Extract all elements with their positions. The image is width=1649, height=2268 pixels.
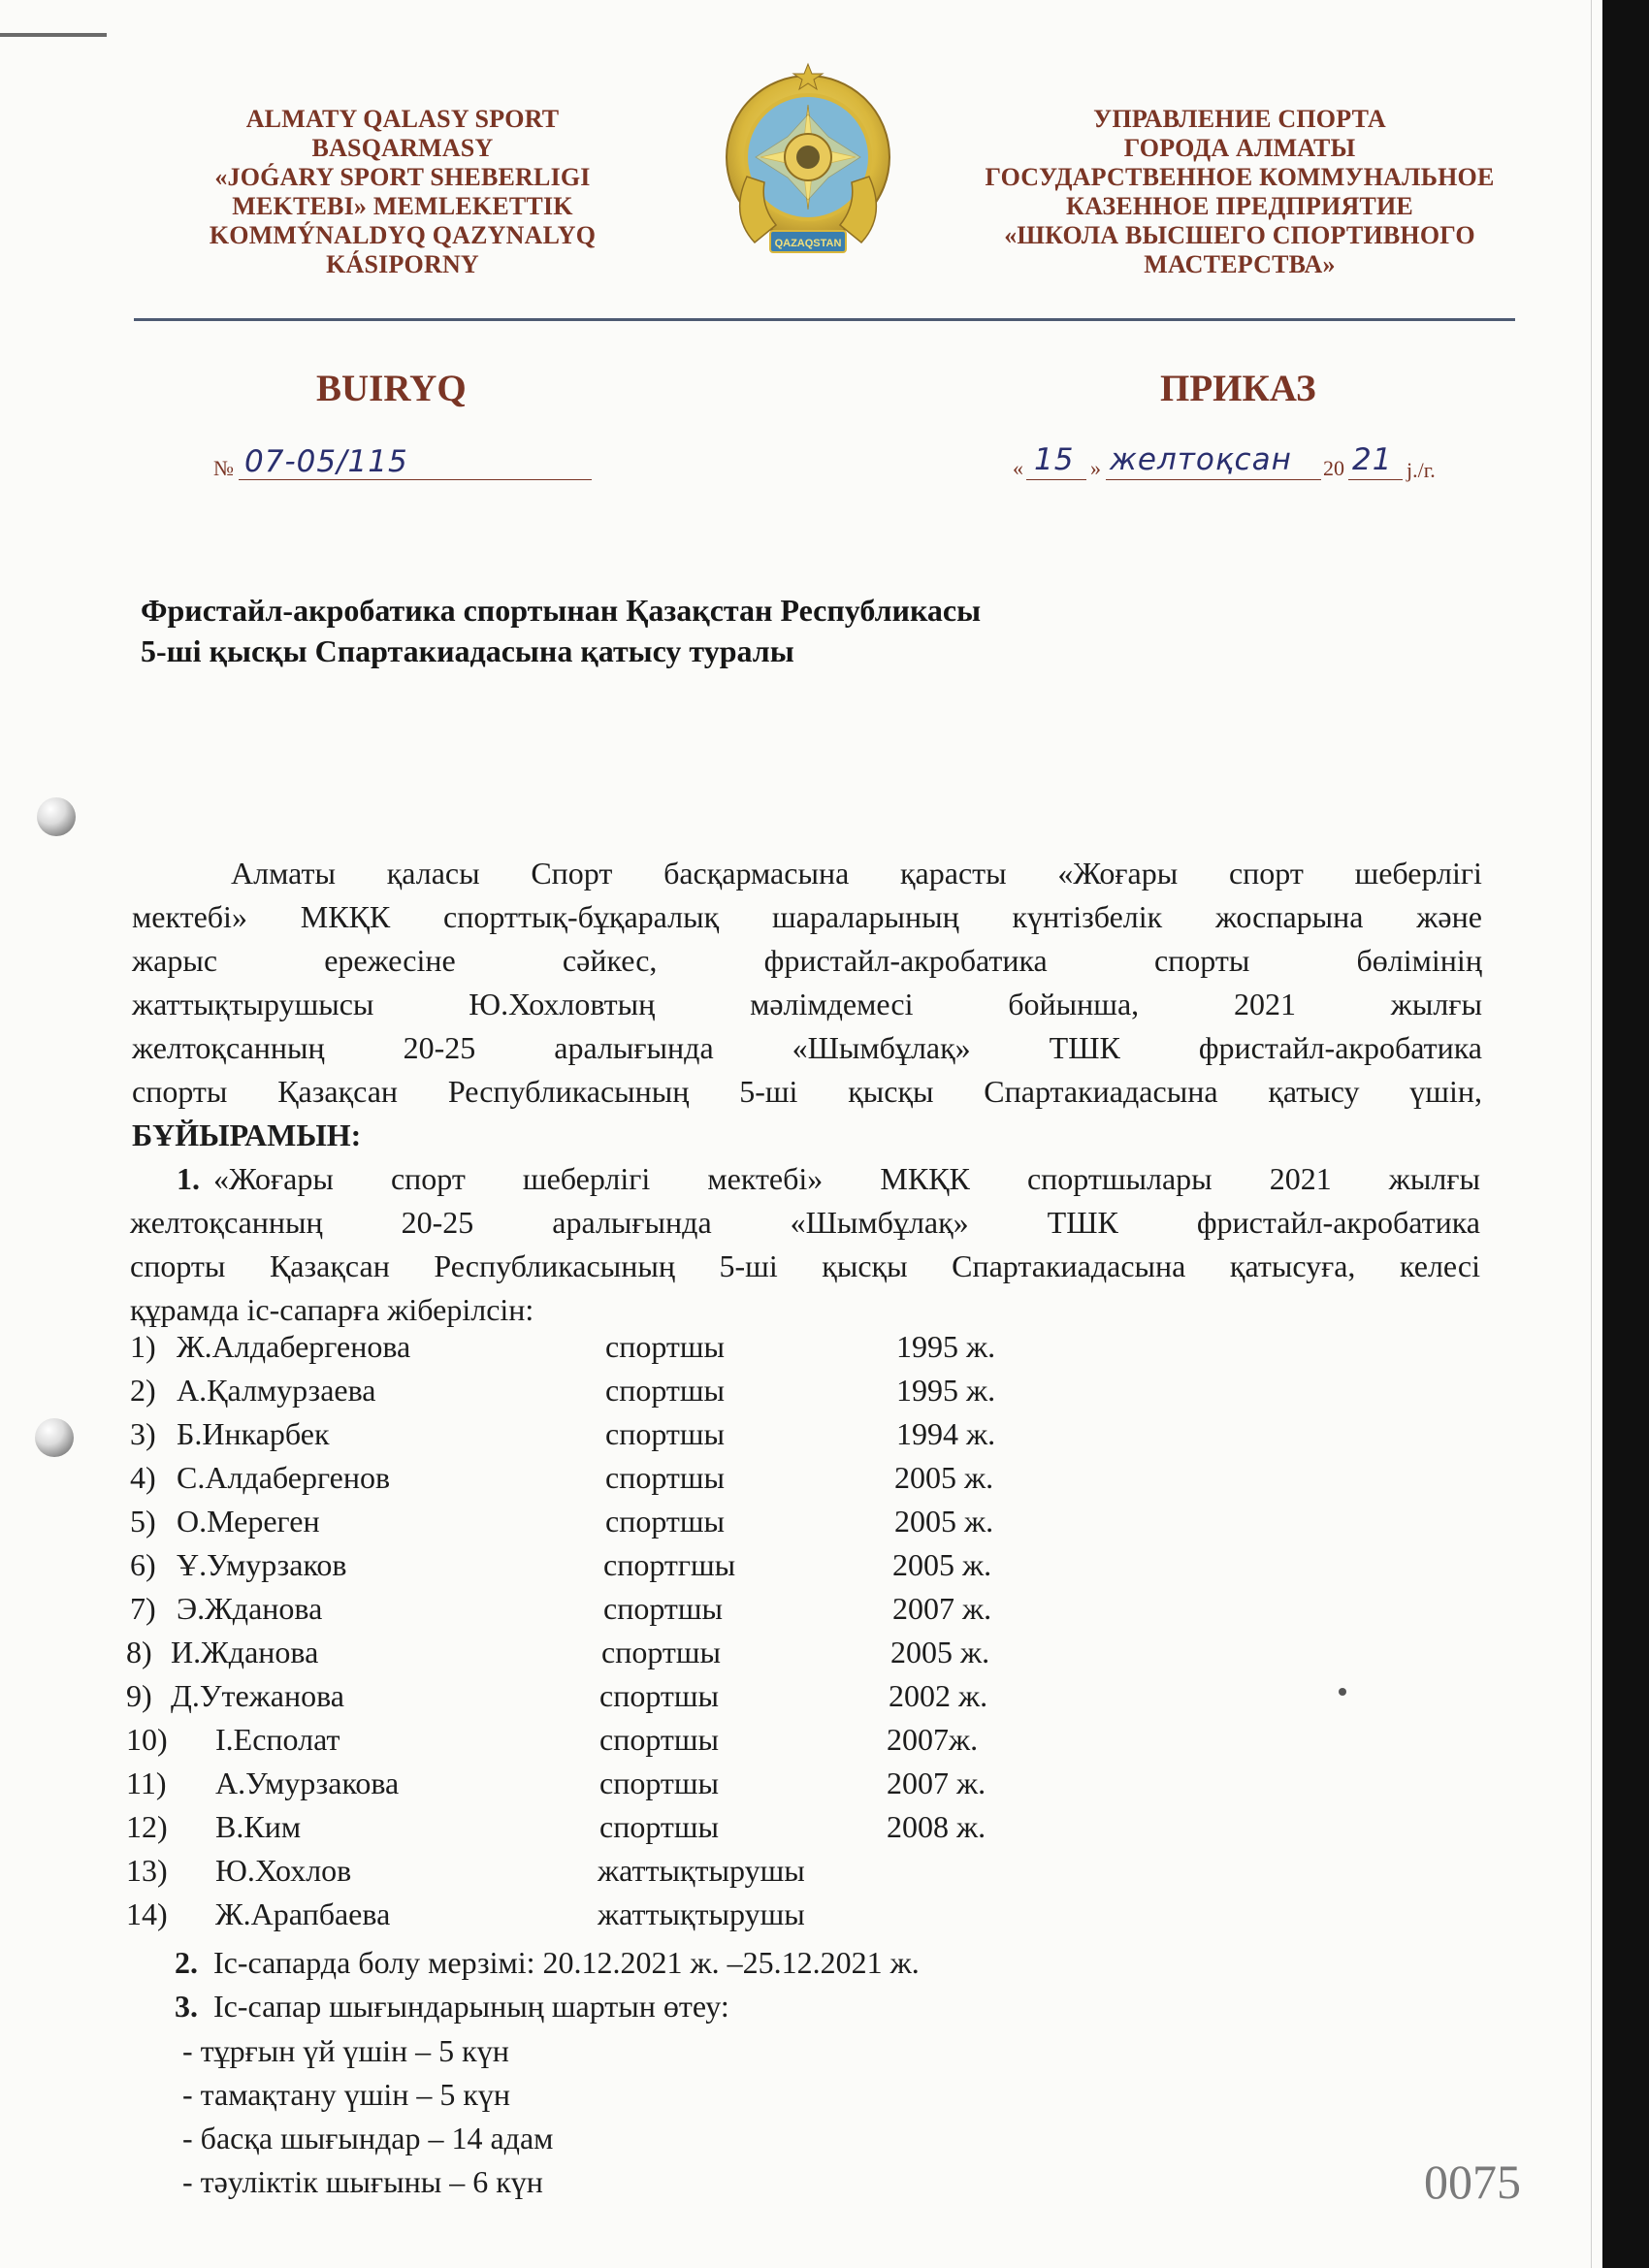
participant-role: спортшы bbox=[603, 1591, 724, 1626]
text-word: шараларының bbox=[771, 899, 959, 934]
text-word: шеберлігі bbox=[522, 1161, 651, 1196]
participant-name: И.Жданова bbox=[171, 1635, 319, 1669]
text-word: 20-25 bbox=[403, 1030, 476, 1065]
text-word: мектебі» bbox=[707, 1161, 824, 1196]
participant-name: А.Умурзакова bbox=[215, 1766, 400, 1800]
emblem-text: QAZAQSTAN bbox=[774, 238, 842, 249]
participant-year: 2005 ж. bbox=[894, 1504, 994, 1539]
text-word: ережесіне bbox=[324, 943, 456, 978]
participant-year: 1995 ж. bbox=[896, 1373, 996, 1408]
participant-year: 2005 ж. bbox=[892, 1547, 992, 1582]
header-right-line: МАСТЕРСТВА» bbox=[1144, 250, 1336, 278]
participant-role: спортшы bbox=[599, 1678, 720, 1713]
paragraph-1-number: 1. bbox=[177, 1161, 200, 1196]
paragraph-1-line bbox=[130, 1245, 1480, 1288]
expense-item: - тұрғын үй үшін – 5 күн bbox=[182, 2033, 509, 2068]
header-left-line: MEKTEBI» MEMLEKETTIK bbox=[232, 192, 573, 220]
intro-paragraph bbox=[132, 852, 1482, 1157]
text-word: сәйкес, bbox=[562, 943, 658, 978]
text-word: күнтізбелік bbox=[1012, 899, 1163, 934]
expense-item: - тәуліктік шығыны – 6 күн bbox=[182, 2164, 543, 2199]
participant-name: Ю.Хохлов bbox=[215, 1853, 352, 1888]
text-word: МКҚК bbox=[880, 1161, 970, 1196]
state-emblem bbox=[720, 60, 896, 274]
text-word: фристайл-акробатика bbox=[1196, 1205, 1480, 1240]
punch-hole-bottom bbox=[35, 1418, 74, 1457]
expense-list bbox=[182, 2029, 553, 2204]
participant-number: 12) bbox=[126, 1809, 168, 1844]
order-number-sign: № bbox=[213, 456, 234, 480]
participant-year: 2005 ж. bbox=[890, 1635, 990, 1669]
text-word: 2021 bbox=[1269, 1161, 1332, 1196]
text-word: және bbox=[1416, 899, 1482, 934]
participant-year: 1994 ж. bbox=[896, 1416, 996, 1451]
date-month-handwritten: желтоқсан bbox=[1110, 442, 1292, 477]
participant-year: 2008 ж. bbox=[887, 1809, 986, 1844]
text-word: бойынша, bbox=[1008, 987, 1140, 1021]
order-title-ru: ПРИКАЗ bbox=[1160, 368, 1316, 409]
text-word: спорт bbox=[390, 1161, 466, 1196]
text-word: қаласы bbox=[386, 856, 480, 891]
participant-name: І.Есполат bbox=[215, 1722, 340, 1757]
text-word: қысқы bbox=[848, 1074, 934, 1109]
scan-dark-edge bbox=[1602, 0, 1649, 2268]
text-word: «Шымбұлақ» bbox=[792, 1030, 971, 1065]
header-right-line: ГОСУДАРСТВЕННОЕ КОММУНАЛЬНОЕ bbox=[985, 163, 1495, 191]
header-left-line: BASQARMASY bbox=[311, 134, 494, 162]
intro-line bbox=[132, 1026, 1482, 1070]
participant-year: 2005 ж. bbox=[894, 1460, 994, 1495]
date-year-handwritten: 21 bbox=[1352, 442, 1393, 477]
participant-name: Э.Жданова bbox=[177, 1591, 323, 1626]
text-word: жылғы bbox=[1388, 1161, 1480, 1196]
participant-role: спортшы bbox=[599, 1766, 720, 1800]
intro-line bbox=[132, 983, 1482, 1026]
participant-name: А.Қалмурзаева bbox=[177, 1373, 376, 1408]
participant-number: 5) bbox=[130, 1504, 156, 1539]
intro-line bbox=[132, 852, 1482, 895]
date-month-underline bbox=[1106, 479, 1321, 480]
text-word: аралығында bbox=[554, 1030, 714, 1065]
text-word: 5-ші bbox=[719, 1248, 778, 1283]
participant-number: 3) bbox=[130, 1416, 156, 1451]
text-word: жаттықтырушысы bbox=[132, 987, 374, 1021]
text-word: қарасты bbox=[900, 856, 1007, 891]
date-year-underline bbox=[1348, 479, 1403, 480]
header-left-line: KÁSIPORNY bbox=[326, 250, 479, 278]
text-word: МКҚК bbox=[300, 899, 391, 934]
paragraph-1-last-line: құрамда іс-сапарға жіберілсін: bbox=[130, 1292, 534, 1327]
text-word: жоспарына bbox=[1215, 899, 1364, 934]
participant-role: спортшы bbox=[605, 1460, 726, 1495]
participant-name: В.Ким bbox=[215, 1809, 302, 1844]
participant-name: О.Мереген bbox=[177, 1504, 320, 1539]
order-word: БҰЙЫРАМЫН: bbox=[132, 1118, 362, 1152]
date-suffix: j./г. bbox=[1406, 458, 1436, 482]
paragraph-2-text: Іс-сапарда болу мерзімі: 20.12.2021 ж. –25.12.2021 ж. bbox=[213, 1945, 920, 1980]
participant-role: спортшы bbox=[605, 1329, 726, 1364]
participant-year: 2002 ж. bbox=[889, 1678, 988, 1713]
text-word: желтоқсанның bbox=[132, 1030, 325, 1065]
text-word: Спорт bbox=[531, 856, 613, 891]
header-divider bbox=[134, 318, 1515, 321]
date-day-handwritten: 15 bbox=[1034, 442, 1075, 477]
participant-role: спортшы bbox=[605, 1504, 726, 1539]
participant-name: С.Алдабергенов bbox=[177, 1460, 391, 1495]
expense-item: - басқа шығындар – 14 адам bbox=[182, 2121, 554, 2155]
date-open-quote: « bbox=[1013, 456, 1023, 480]
text-word: спорты bbox=[130, 1248, 226, 1283]
paragraph-3-text: Іс-сапар шығындарының шартын өтеу: bbox=[213, 1989, 729, 2024]
participant-number: 2) bbox=[130, 1373, 156, 1408]
text-word: Республикасының bbox=[434, 1248, 675, 1283]
participant-number: 9) bbox=[126, 1678, 152, 1713]
text-word: қысқы bbox=[822, 1248, 908, 1283]
text-word: «Жоғары bbox=[1057, 856, 1179, 891]
page-number: 0075 bbox=[1424, 2155, 1521, 2209]
text-word: спорт bbox=[1228, 856, 1304, 891]
text-word: бөлімінің bbox=[1356, 943, 1482, 978]
participant-role: спортшы bbox=[605, 1373, 726, 1408]
text-word: Алматы bbox=[231, 856, 336, 891]
date-day-underline bbox=[1026, 479, 1086, 480]
expense-item: - тамақтану үшін – 5 күн bbox=[182, 2077, 511, 2112]
participant-role: жаттықтырушы bbox=[598, 1896, 805, 1931]
paragraph-1 bbox=[130, 1157, 1480, 1332]
text-word: фристайл-акробатика bbox=[763, 943, 1048, 978]
text-word: спорттық-бұқаралық bbox=[443, 899, 720, 934]
participant-role: спортшы bbox=[599, 1722, 720, 1757]
participant-role: спортшы bbox=[599, 1809, 720, 1844]
paragraph-1-line bbox=[213, 1157, 1480, 1201]
text-word: 2021 bbox=[1233, 987, 1296, 1021]
document-title-line: 5-ші қысқы Спартакиадасына қатысу туралы bbox=[141, 633, 794, 668]
intro-line bbox=[132, 939, 1482, 983]
participant-role: спортшы bbox=[601, 1635, 722, 1669]
text-word: 20-25 bbox=[401, 1205, 474, 1240]
participant-role: спортгшы bbox=[603, 1547, 736, 1582]
text-word: спорты bbox=[132, 1074, 228, 1109]
header-right-line: УПРАВЛЕНИЕ СПОРТА bbox=[1093, 105, 1386, 133]
date-year-prefix: 20 bbox=[1323, 456, 1344, 480]
header-right-line: «ШКОЛА ВЫСШЕГО СПОРТИВНОГО bbox=[1004, 221, 1475, 249]
text-word: үшін, bbox=[1409, 1074, 1482, 1109]
text-word: Қазақсан bbox=[277, 1074, 399, 1109]
text-word: шеберлігі bbox=[1354, 856, 1482, 891]
document-title-line: Фристайл-акробатика спортынан Қазақстан Республикасы bbox=[141, 593, 982, 628]
header-right bbox=[958, 105, 1521, 279]
order-title-kz: BUIRYQ bbox=[316, 368, 467, 409]
paragraph-2-number: 2. bbox=[175, 1945, 198, 1980]
text-word: жылғы bbox=[1390, 987, 1482, 1021]
text-word: келесі bbox=[1399, 1248, 1480, 1283]
participant-year: 2007 ж. bbox=[887, 1766, 986, 1800]
scan-speck bbox=[1339, 1688, 1346, 1696]
order-number-handwritten: 07-05/115 bbox=[244, 444, 408, 479]
text-word: ТШК bbox=[1049, 1030, 1120, 1065]
participant-year: 2007 ж. bbox=[892, 1591, 992, 1626]
participant-number: 10) bbox=[126, 1722, 168, 1757]
participant-name: Ұ.Умурзаков bbox=[177, 1547, 347, 1582]
text-word: аралығында bbox=[552, 1205, 712, 1240]
header-right-line: ГОРОДА АЛМАТЫ bbox=[1123, 134, 1356, 162]
text-word: Спартакиадасына bbox=[984, 1074, 1218, 1109]
text-word: мектебі» bbox=[132, 899, 247, 934]
participant-number: 1) bbox=[130, 1329, 156, 1364]
text-word: спорты bbox=[1153, 943, 1250, 978]
text-word: ТШК bbox=[1047, 1205, 1118, 1240]
text-word: басқармасына bbox=[663, 856, 850, 891]
text-word: желтоқсанның bbox=[130, 1205, 323, 1240]
header-left bbox=[184, 105, 621, 279]
scan-corner-mark bbox=[0, 33, 107, 37]
paragraph-1-line bbox=[130, 1201, 1480, 1245]
text-word: Ю.Хохловтың bbox=[469, 987, 656, 1021]
participant-role: жаттықтырушы bbox=[598, 1853, 805, 1888]
text-word: Спартакиадасына bbox=[952, 1248, 1186, 1283]
document-title bbox=[141, 590, 981, 671]
text-word: Республикасының bbox=[447, 1074, 690, 1109]
order-number-underline bbox=[239, 479, 592, 480]
participant-year: 2007ж. bbox=[887, 1722, 979, 1757]
participant-number: 11) bbox=[126, 1766, 167, 1800]
text-word: мәлімдемесі bbox=[750, 987, 914, 1021]
participant-number: 14) bbox=[126, 1896, 168, 1931]
participant-role: спортшы bbox=[605, 1416, 726, 1451]
paragraph-1-first-line bbox=[130, 1157, 1480, 1201]
header-right-line: КАЗЕННОЕ ПРЕДПРИЯТИЕ bbox=[1066, 192, 1413, 220]
participant-name: Ж.Арапбаева bbox=[215, 1896, 391, 1931]
header-left-line: KOMMÝNALDYQ QAZYNALYQ bbox=[209, 221, 597, 249]
intro-line bbox=[132, 1070, 1482, 1114]
participant-name: Д.Утежанова bbox=[171, 1678, 344, 1713]
text-word: жарыс bbox=[132, 943, 218, 978]
participant-year: 1995 ж. bbox=[896, 1329, 996, 1364]
scan-edge-line bbox=[1591, 0, 1592, 2268]
header-left-line: ALMATY QALASY SPORT bbox=[245, 105, 560, 133]
participant-number: 7) bbox=[130, 1591, 156, 1626]
intro-line bbox=[132, 895, 1482, 939]
text-word: спортшылары bbox=[1026, 1161, 1212, 1196]
text-word: фристайл-акробатика bbox=[1198, 1030, 1482, 1065]
participant-number: 8) bbox=[126, 1635, 152, 1669]
text-word: «Шымбұлақ» bbox=[790, 1205, 969, 1240]
participant-number: 4) bbox=[130, 1460, 156, 1495]
paragraph-3-number: 3. bbox=[175, 1989, 198, 2024]
text-word: «Жоғары bbox=[213, 1161, 334, 1196]
text-word: қатысуға, bbox=[1229, 1248, 1356, 1283]
participant-number: 6) bbox=[130, 1547, 156, 1582]
header-left-line: «JOǴARY SPORT SHEBERLIGI bbox=[214, 163, 591, 191]
text-word: Қазақсан bbox=[269, 1248, 390, 1283]
text-word: қатысу bbox=[1268, 1074, 1360, 1109]
text-word: 5-ші bbox=[739, 1074, 798, 1109]
participant-name: Ж.Алдабергенова bbox=[177, 1329, 411, 1364]
participant-name: Б.Инкарбек bbox=[177, 1416, 330, 1451]
date-close-quote: » bbox=[1090, 456, 1101, 480]
punch-hole-top bbox=[37, 797, 76, 836]
participant-number: 13) bbox=[126, 1853, 168, 1888]
